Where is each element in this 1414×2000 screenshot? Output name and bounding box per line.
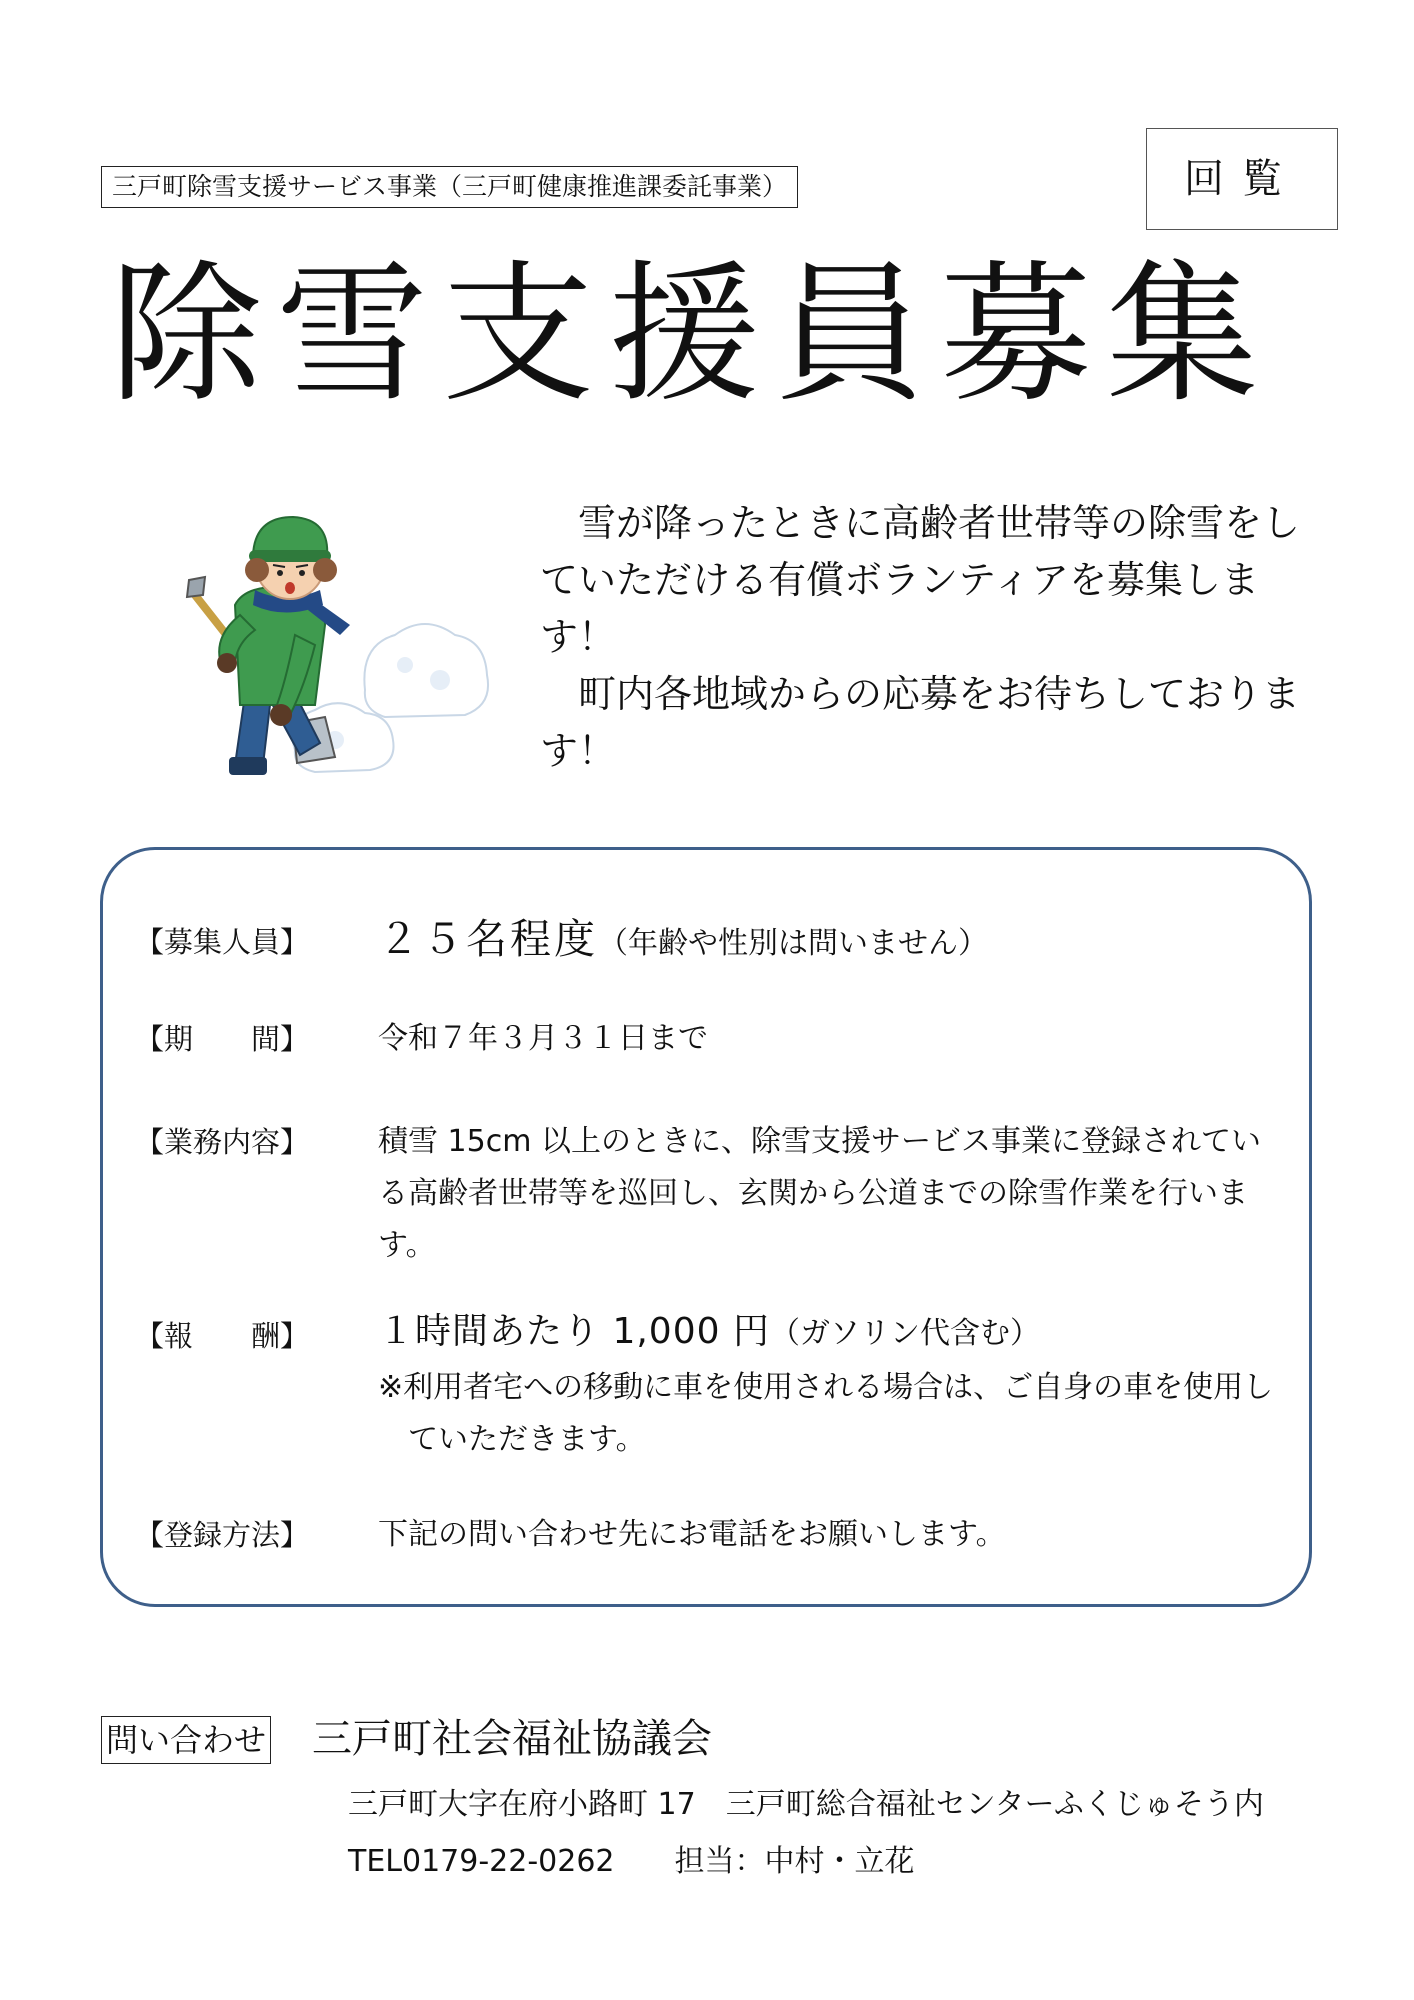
page-title: 除雪支援員募集 xyxy=(110,246,1272,423)
phone-number: TEL0179-22-0262 xyxy=(348,1844,615,1879)
phone-line xyxy=(348,1840,915,1884)
organization-name: 三戸町社会福祉協議会 xyxy=(312,1716,712,1762)
registration-label: 【登録方法】 xyxy=(135,1518,310,1552)
recruit-count-value xyxy=(378,913,1288,970)
intro-paragraph-1: 雪が降ったときに高齢者世帯等の除雪をしていただける有償ボランティアを募集します！ xyxy=(540,501,1301,659)
recruit-count-label: 【募集人員】 xyxy=(135,925,310,959)
circulation-mark: 回覧 xyxy=(1146,128,1338,230)
snow-shoveling-person-illustration xyxy=(175,495,515,795)
address: 三戸町大字在府小路町 17 三戸町総合福祉センターふくじゅそう内 xyxy=(348,1787,1264,1822)
reward-note: （ガソリン代含む） xyxy=(769,1316,1040,1351)
reward-label: 【報 酬】 xyxy=(135,1319,310,1353)
period-label: 【期 間】 xyxy=(135,1022,310,1056)
intro-text xyxy=(540,495,1300,780)
contact-label: 問い合わせ xyxy=(101,1716,271,1764)
intro-paragraph-2: 町内各地域からの応募をお待ちしております！ xyxy=(540,672,1301,773)
staff-names: 担当：中村・立花 xyxy=(674,1844,915,1879)
reward-amount: １時間あたり 1,000 円 xyxy=(378,1311,770,1352)
reward-remark: ※利用者宅への移動に車を使用される場合は、ご自身の車を使用していただきます。 xyxy=(378,1370,1274,1457)
project-label: 三戸町除雪支援サービス事業（三戸町健康推進課委託事業） xyxy=(101,166,798,208)
recruit-count-number: ２５名程度 xyxy=(378,915,598,963)
duties-value: 積雪 15cm 以上のときに、除雪支援サービス事業に登録されている高齢者世帯等を巡回し、玄関から公道までの除雪作業を行います。 xyxy=(378,1124,1261,1263)
duties-label: 【業務内容】 xyxy=(135,1125,310,1159)
reward-value xyxy=(378,1306,1288,1466)
recruit-count-note: （年齢や性別は問いません） xyxy=(598,926,988,961)
registration-value: 下記の問い合わせ先にお電話をお願いします。 xyxy=(378,1517,1006,1552)
period-value: 令和７年３月３１日まで xyxy=(378,1021,708,1056)
